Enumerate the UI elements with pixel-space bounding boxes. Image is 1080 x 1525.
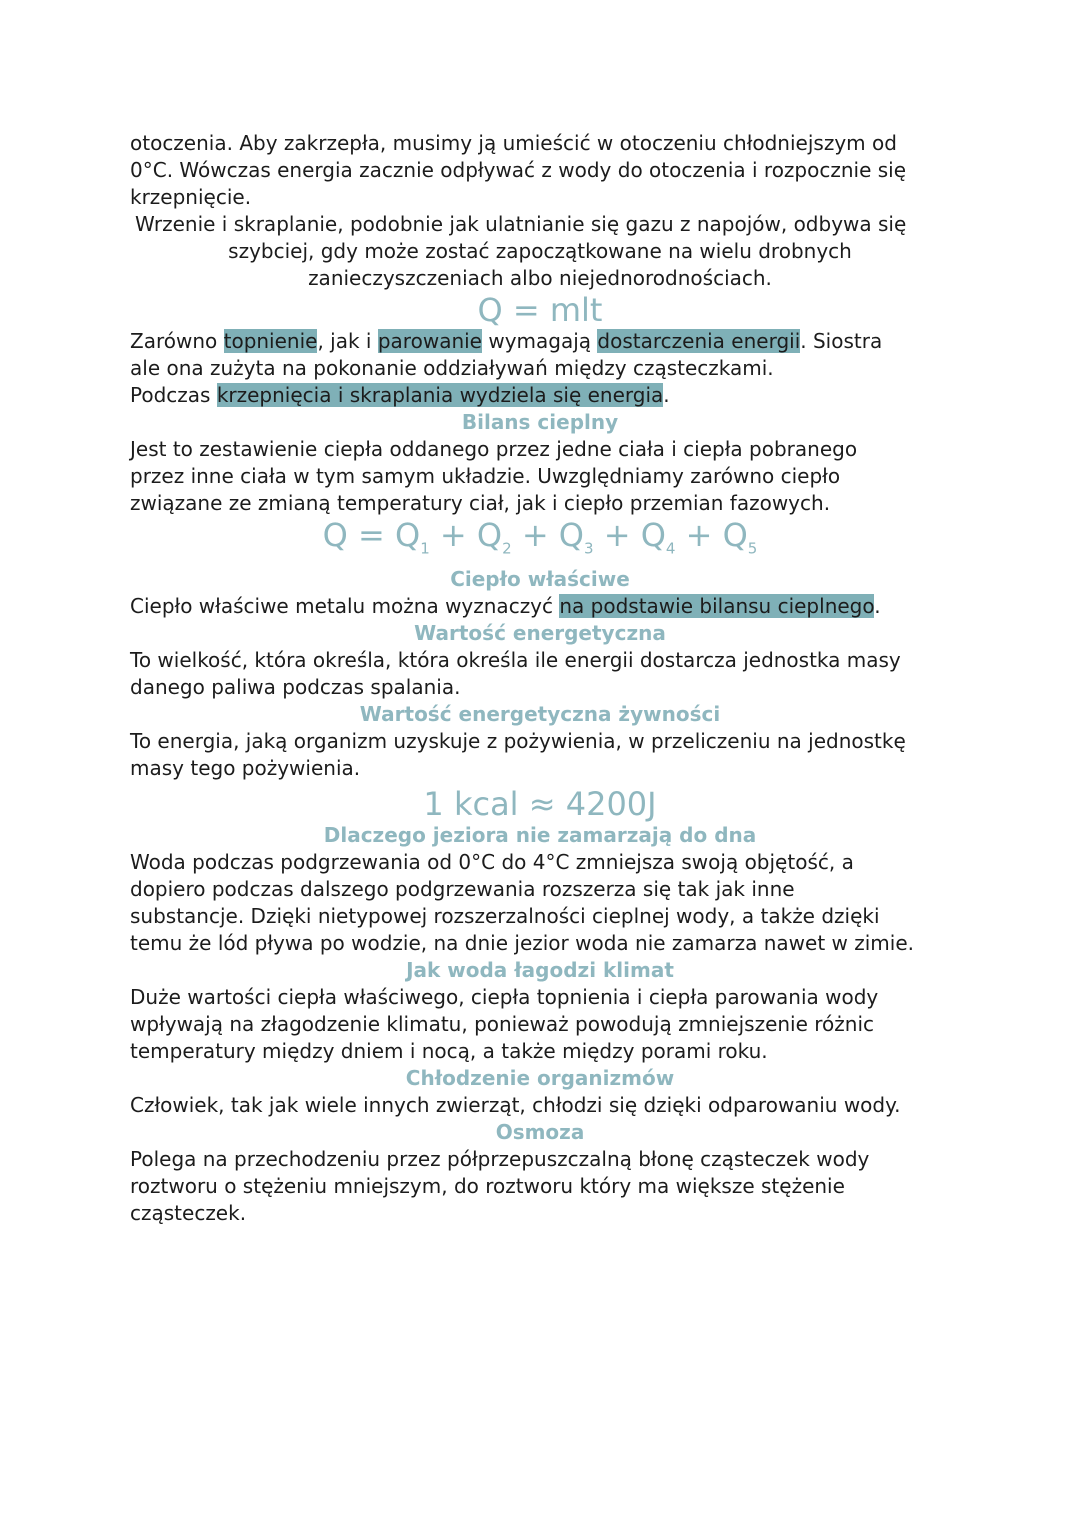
formula-q2: Q xyxy=(476,516,503,554)
text-segment: Ciepło właściwe metalu można wyznaczyć xyxy=(130,594,560,619)
heading-cieplo-wlasciwe: Ciepło właściwe xyxy=(450,567,630,592)
formula-q4: Q xyxy=(640,516,666,554)
paragraph-jeziora-line-3: substancje. Dzięki nietypowej rozszerzalności cieplnej wody, a także dzięki xyxy=(130,904,880,929)
heading-wartosc-energetyczna: Wartość energetyczna xyxy=(414,621,666,646)
paragraph-zywnosc-line-2: masy tego pożywienia. xyxy=(130,756,361,781)
paragraph-wrzenie-line-1: Wrzenie i skraplanie, podobnie jak ulatnianie się gazu z napojów, odbywa się xyxy=(135,212,907,236)
formula-sub-4: 4 xyxy=(665,539,676,558)
formula-sub-2: 2 xyxy=(502,539,512,558)
formula-sub-1: 1 xyxy=(420,539,430,558)
paragraph-klimat-line-3: temperatury między dniem i nocą, a także między porami roku. xyxy=(130,1039,768,1064)
formula-q3: Q xyxy=(558,516,584,554)
text-segment: , jak i xyxy=(317,329,378,353)
text-segment: Zarówno xyxy=(130,329,224,353)
heading-jeziora: Dlaczego jeziora nie zamarzają do dna xyxy=(323,823,757,848)
highlight-krzepniecia: krzepnięcia i skraplania wydziela się energia xyxy=(216,383,664,407)
paragraph-krzepniecie-line-2: 0°C. Wówczas energia zacznie odpływać z wody do otoczenia i rozpocznie się xyxy=(130,158,907,182)
paragraph-wartosc-line-1: To wielkość, która określa, która określa ile energii dostarcza jednostka masy xyxy=(130,648,901,673)
paragraph-bilans-line-3: związane ze zmianą temperatury ciał, jak i ciepło przemian fazowych. xyxy=(130,491,831,515)
paragraph-osmoza-line-2: roztworu o stężeniu mniejszym, do roztworu który ma większe stężenie xyxy=(130,1174,845,1199)
paragraph-zywnosc-line-1: To energia, jaką organizm uzyskuje z pożywienia, w przeliczeniu na jednostkę xyxy=(130,729,906,754)
paragraph-jeziora-line-4: temu że lód pływa po wodzie, na dnie jezior woda nie zamarza nawet w zimie. xyxy=(130,931,915,956)
paragraph-wrzenie-line-3: zanieczyszczeniach albo niejednorodnościach. xyxy=(308,266,772,290)
formula-q-mlt: Q = mlt xyxy=(477,291,603,329)
formula-plus: + xyxy=(593,516,641,554)
paragraph-energia-line-1 xyxy=(130,328,950,355)
formula-bilans xyxy=(130,517,950,566)
paragraph-osmoza-line-3: cząsteczek. xyxy=(130,1201,247,1226)
highlight-dostarczenia-energii: dostarczenia energii xyxy=(597,329,801,353)
formula-eq: = xyxy=(347,516,396,554)
paragraph-klimat-line-1: Duże wartości ciepła właściwego, ciepła topnienia i ciepła parowania wody xyxy=(130,985,879,1010)
heading-chlodzenie: Chłodzenie organizmów xyxy=(405,1066,675,1091)
formula-q: Q xyxy=(322,516,348,554)
highlight-topnienie: topnienie xyxy=(223,329,318,353)
highlight-bilansu: na podstawie bilansu cieplnego xyxy=(559,594,875,619)
highlight-parowanie: parowanie xyxy=(377,329,482,353)
text-segment: . xyxy=(663,383,670,407)
formula-sub-3: 3 xyxy=(583,539,594,558)
paragraph-krzepniecie-line-1: otoczenia. Aby zakrzepła, musimy ją umieścić w otoczeniu chłodniejszym od xyxy=(130,131,897,155)
paragraph-chlodzenie: Człowiek, tak jak wiele innych zwierząt, chłodzi się dzięki odparowaniu wody. xyxy=(130,1093,901,1118)
paragraph-energia-line-3 xyxy=(130,382,950,409)
heading-klimat: Jak woda łagodzi klimat xyxy=(406,958,674,983)
paragraph-energia-line-2: ale ona zużyta na pokonanie oddziaływań między cząsteczkami. xyxy=(130,356,774,380)
paragraph-jeziora-line-2: dopiero podczas dalszego podgrzewania rozszerza się tak jak inne xyxy=(130,877,795,902)
formula-plus: + xyxy=(675,516,723,554)
paragraph-bilans-line-1: Jest to zestawienie ciepła oddanego przez jedne ciała i ciepła pobranego xyxy=(130,437,858,461)
paragraph-jeziora-line-1: Woda podczas podgrzewania od 0°C do 4°C zmniejsza swoją objętość, a xyxy=(130,850,854,875)
text-segment: wymagają xyxy=(481,329,598,353)
text-segment: Podczas xyxy=(130,383,217,407)
heading-wartosc-zywnosci: Wartość energetyczna żywności xyxy=(359,702,721,727)
formula-q5: Q xyxy=(722,516,748,554)
heading-bilans-cieplny: Bilans cieplny xyxy=(461,410,619,434)
paragraph-bilans-line-2: przez inne ciała w tym samym układzie. Uwzględniamy zarówno ciepło xyxy=(130,464,841,488)
formula-kcal: 1 kcal ≈ 4200J xyxy=(423,785,657,824)
paragraph-osmoza-line-1: Polega na przechodzeniu przez półprzepuszczalną błonę cząsteczek wody xyxy=(130,1147,870,1172)
paragraph-wartosc-line-2: danego paliwa podczas spalania. xyxy=(130,675,461,700)
formula-q1: Q xyxy=(395,516,421,554)
formula-plus: + xyxy=(511,516,559,554)
paragraph-krzepniecie-line-3: krzepnięcie. xyxy=(130,185,252,209)
paragraph-klimat-line-2: wpływają na złagodzenie klimatu, ponieważ powodują zmniejszenie różnic xyxy=(130,1012,875,1037)
formula-plus: + xyxy=(429,516,477,554)
paragraph-cieplo-wlasciwe xyxy=(130,593,950,620)
text-segment: . xyxy=(874,594,881,619)
heading-osmoza: Osmoza xyxy=(495,1120,585,1145)
text-segment: . Siostra xyxy=(800,329,883,353)
paragraph-wrzenie-line-2: szybciej, gdy może zostać zapoczątkowane na wielu drobnych xyxy=(228,239,852,263)
formula-sub-5: 5 xyxy=(747,539,758,558)
